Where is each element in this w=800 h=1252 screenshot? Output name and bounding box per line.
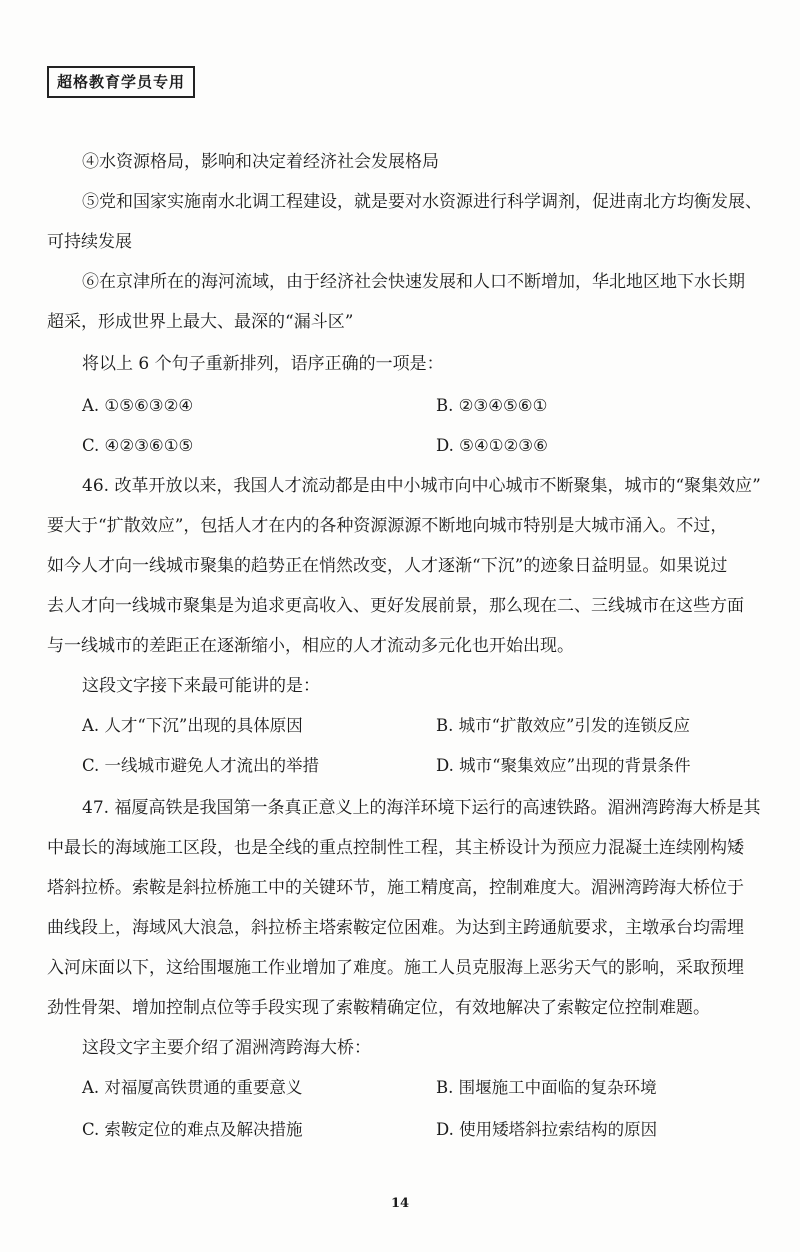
q45-prompt: 将以上 6 个句子重新排列，语序正确的一项是： bbox=[82, 354, 444, 374]
q45-option-d[interactable]: D. ⑤④①②③⑥ bbox=[436, 436, 548, 455]
q47-prompt: 这段文字主要介绍了湄洲湾跨海大桥： bbox=[82, 1038, 371, 1058]
q47-line-4: 曲线段上，海域风大浪急，斜拉桥主塔索鞍定位困难。为达到主跨通航要求，主墩承台均需埋 bbox=[47, 918, 744, 938]
q45-sentence-6-line-2: 超采，形成世界上最大、最深的“漏斗区” bbox=[47, 312, 354, 332]
q46-line-5: 与一线城市的差距正在逐渐缩小，相应的人才流动多元化也开始出现。 bbox=[47, 636, 574, 656]
q46-option-d[interactable]: D. 城市“聚集效应”出现的背景条件 bbox=[436, 756, 691, 775]
q47-option-c[interactable]: C. 索鞍定位的难点及解决措施 bbox=[82, 1120, 303, 1139]
q45-sentence-6-line-1: ⑥在京津所在的海河流域，由于经济社会快速发展和人口不断增加，华北地区地下水长期 bbox=[82, 272, 745, 292]
q45-sentence-5-line-1: ⑤党和国家实施南水北调工程建设，就是要对水资源进行科学调剂，促进南北方均衡发展、 bbox=[82, 192, 762, 212]
page-number: 14 bbox=[390, 1196, 410, 1211]
q45-option-b[interactable]: B. ②③④⑤⑥① bbox=[436, 396, 548, 415]
q46-option-b[interactable]: B. 城市“扩散效应”引发的连锁反应 bbox=[436, 716, 690, 735]
q46-prompt: 这段文字接下来最可能讲的是： bbox=[82, 676, 320, 696]
q46-line-1: 46. 改革开放以来，我国人才流动都是由中小城市向中心城市不断聚集，城市的“聚集效应” bbox=[82, 476, 761, 496]
q46-option-c[interactable]: C. 一线城市避免人才流出的举措 bbox=[82, 756, 320, 775]
q46-line-3: 如今人才向一线城市聚集的趋势正在悄然改变，人才逐渐“下沉”的迹象日益明显。如果说过 bbox=[47, 556, 728, 576]
header-badge: 超格教育学员专用 bbox=[47, 66, 195, 98]
q47-line-6: 劲性骨架、增加控制点位等手段实现了索鞍精确定位，有效地解决了索鞍定位控制难题。 bbox=[47, 998, 710, 1018]
q47-option-a[interactable]: A. 对福厦高铁贯通的重要意义 bbox=[82, 1078, 303, 1097]
q46-line-2: 要大于“扩散效应”，包括人才在内的各种资源源源不断地向城市特别是大城市涌入。不过， bbox=[47, 516, 728, 536]
q47-line-3: 塔斜拉桥。索鞍是斜拉桥施工中的关键环节，施工精度高，控制难度大。湄洲湾跨海大桥位于 bbox=[47, 878, 744, 898]
q45-sentence-4: ④水资源格局，影响和决定着经济社会发展格局 bbox=[82, 152, 439, 172]
q47-line-5: 入河床面以下，这给围堰施工作业增加了难度。施工人员克服海上恶劣天气的影响，采取预埋 bbox=[47, 958, 744, 978]
q47-line-2: 中最长的海域施工区段，也是全线的重点控制性工程，其主桥设计为预应力混凝土连续刚构矮 bbox=[47, 838, 744, 858]
q47-option-d[interactable]: D. 使用矮塔斜拉索结构的原因 bbox=[436, 1120, 658, 1139]
q47-option-b[interactable]: B. 围堰施工中面临的复杂环境 bbox=[436, 1078, 657, 1097]
q47-line-1: 47. 福厦高铁是我国第一条真正意义上的海洋环境下运行的高速铁路。湄洲湾跨海大桥是其 bbox=[82, 798, 761, 818]
q46-option-a[interactable]: A. 人才“下沉”出现的具体原因 bbox=[82, 716, 303, 735]
q45-option-a[interactable]: A. ①⑤⑥③②④ bbox=[82, 396, 194, 415]
q46-line-4: 去人才向一线城市聚集是为追求更高收入、更好发展前景，那么现在二、三线城市在这些方面 bbox=[47, 596, 744, 616]
q45-sentence-5-line-2: 可持续发展 bbox=[47, 232, 132, 252]
q45-option-c[interactable]: C. ④②③⑥①⑤ bbox=[82, 436, 194, 455]
